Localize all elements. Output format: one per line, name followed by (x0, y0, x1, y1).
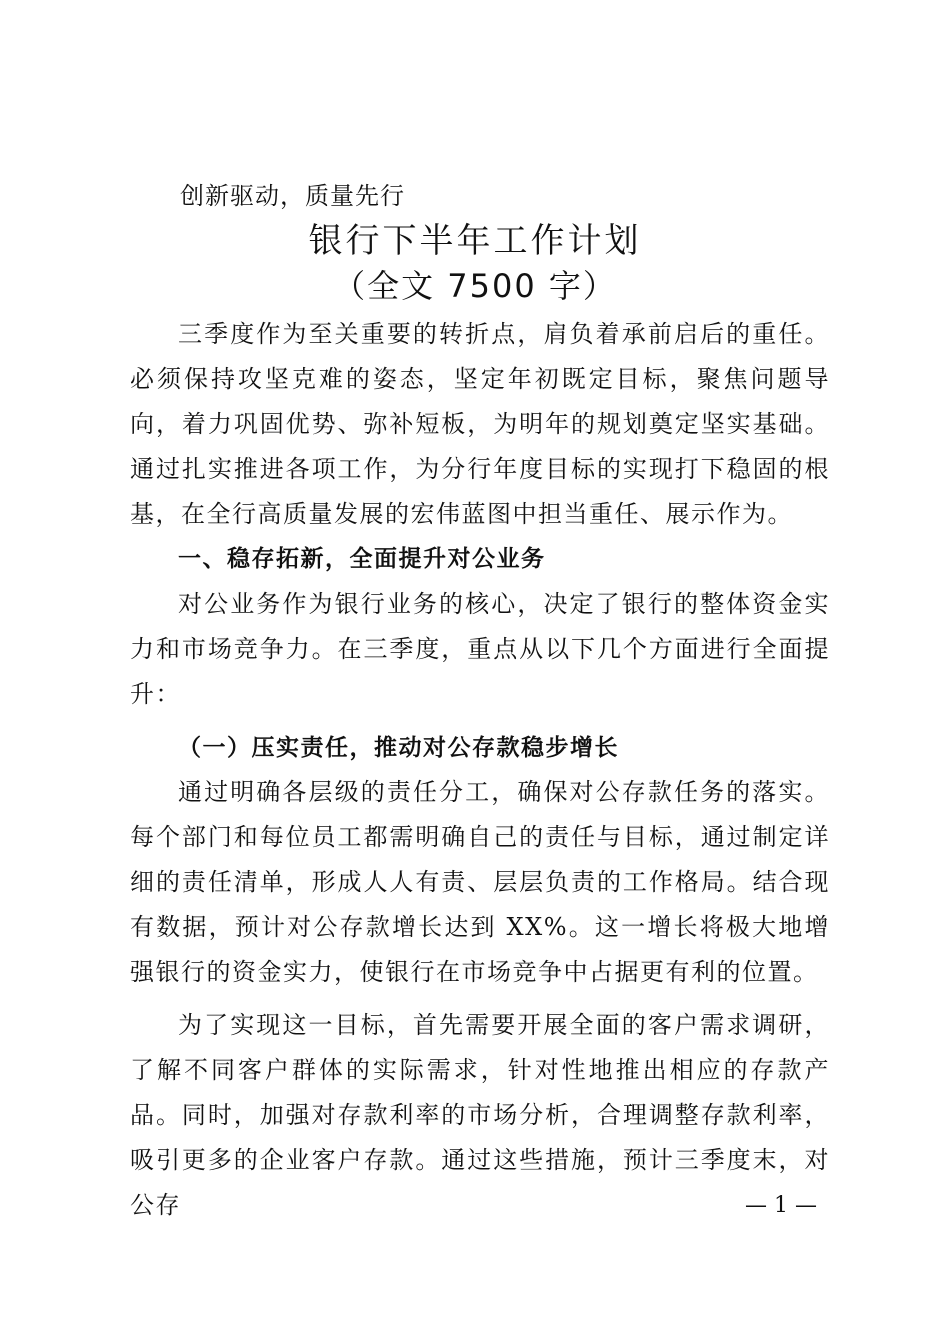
section-paragraph: 对公业务作为银行业务的核心，决定了银行的整体资金实力和市场竞争力。在三季度，重点从以下几个方面进行全面提升： (130, 590, 830, 708)
subsection-heading: （一）压实责任，推动对公存款稳步增长 (178, 734, 619, 761)
spacer (130, 995, 830, 1003)
subsection-paragraph: 通过明确各层级的责任分工，确保对公存款任务的落实。每个部门和每位员工都需明确自己的责任与目标，通过制定详细的责任清单，形成人人有责、层层负责的工作格局。结合现有数据，预计对公存款增长达到 XX%。这一增长将极大地增强银行的资金实力，使银行在市场竞争中占据更有利的位置。 (130, 778, 830, 986)
page-number: — 1 — (745, 1193, 817, 1218)
document-subtitle: （全文 7500 字） (333, 267, 617, 305)
document-body (130, 312, 830, 1228)
section-heading: 一、稳存拓新，全面提升对公业务 (178, 546, 546, 572)
motto: 创新驱动，质量先行 (180, 182, 405, 210)
subsection-paragraph: 为了实现这一目标，首先需要开展全面的客户需求调研，了解不同客户群体的实际需求，针对性地推出相应的存款产品。同时，加强对存款利率的市场分析，合理调整存款利率，吸引更多的企业客户存款。通过这些措施，预计三季度末，对公存 (130, 1011, 830, 1219)
spacer (130, 717, 830, 725)
intro-paragraph: 三季度作为至关重要的转折点，肩负着承前启后的重任。必须保持攻坚克难的姿态，坚定年初既定目标，聚焦问题导向，着力巩固优势、弥补短板，为明年的规划奠定坚实基础。通过扎实推进各项工作，为分行年度目标的实现打下稳固的根基，在全行高质量发展的宏伟蓝图中担当重任、展示作为。 (130, 320, 830, 528)
document-title: 银行下半年工作计划 (308, 221, 642, 261)
